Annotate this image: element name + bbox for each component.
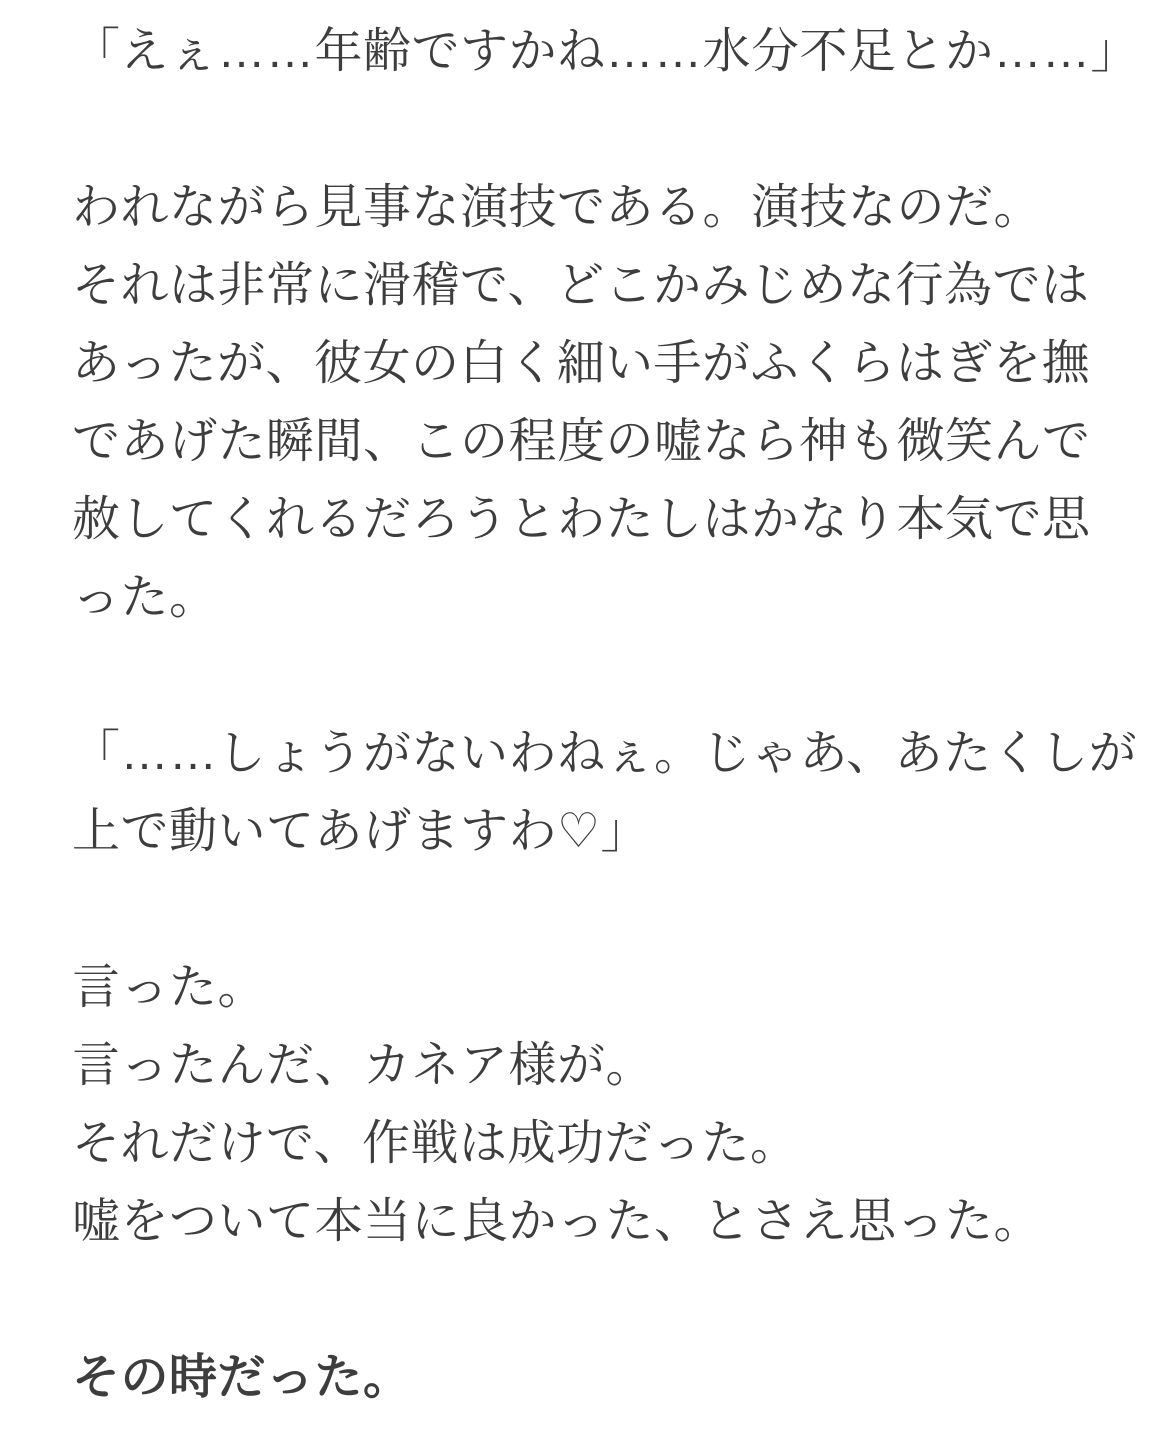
blank-line (72, 1261, 1100, 1339)
dialogue-line: 「えぇ……年齢ですかね……水分不足とか……」 (72, 25, 1140, 78)
dialogue-line: 上で動いてあげますわ♡」 (72, 805, 650, 858)
narration-line: それは非常に滑稽で、どこかみじめな行為では (72, 259, 1090, 312)
narration-emphasis-line: その時だった。 (72, 1351, 412, 1404)
blank-line (72, 637, 1100, 715)
narration-line: われながら見事な演技である。演技なのだ。 (72, 181, 1043, 234)
narration-line: あったが、彼女の白く細い手がふくらはぎを撫 (72, 337, 1091, 390)
narration-line: 嘘をついて本当に良かった、とさえ思った。 (72, 1195, 1043, 1248)
narration-line: それだけで、作戦は成功だった。 (72, 1117, 799, 1170)
narration-line: 赦してくれるだろうとわたしはかなり本気で思 (72, 493, 1091, 546)
narration-line: であげた瞬間、この程度の嘘なら神も微笑んで (72, 415, 1091, 468)
dialogue-line: 「……しょうがないわねぇ。じゃあ、あたくしが (72, 727, 1138, 780)
narration-line: った。 (72, 571, 218, 624)
narration-line: 言ったんだ、カネア様が。 (72, 1039, 655, 1092)
narration-line: 言った。 (72, 961, 267, 1014)
blank-line (72, 871, 1100, 949)
blank-line (72, 91, 1100, 169)
